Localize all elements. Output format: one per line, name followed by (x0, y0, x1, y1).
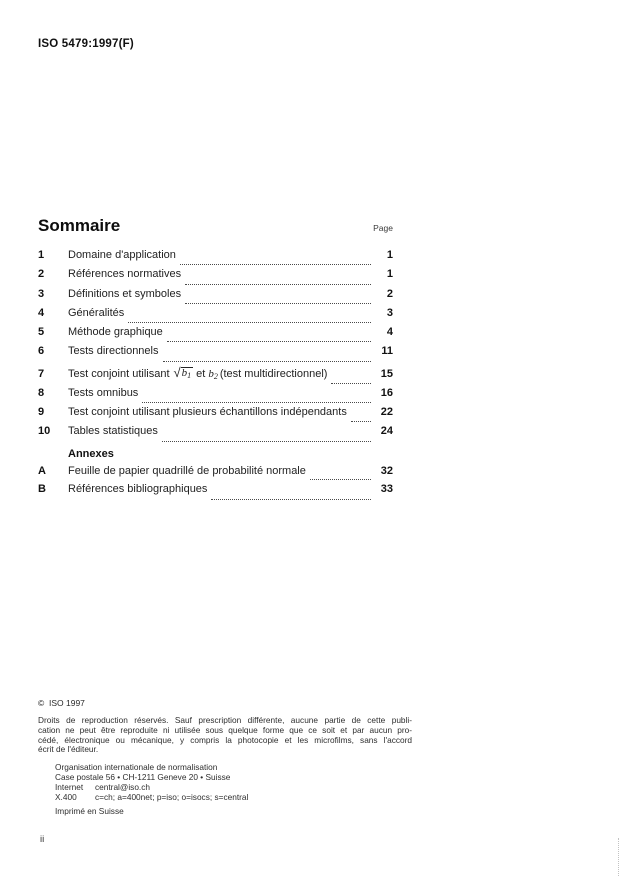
dot-leader (331, 383, 371, 384)
toc-entry-7 (38, 365, 393, 387)
toc-entry-number: A (38, 464, 46, 477)
rights-notice-line: cédé, électronique ou mécanique, y compris la photocopie et les microfilms, sans l'accord (38, 734, 412, 745)
toc-entry-title: Domaine d'application (68, 249, 176, 261)
toc-entry-3 (38, 288, 393, 307)
dot-leader (211, 499, 371, 500)
toc-entry-number: 1 (38, 249, 45, 261)
page-number: ii (40, 834, 45, 845)
toc-entry-title: Tests omnibus (68, 386, 139, 399)
toc-entry-title: Méthode graphique (68, 326, 163, 339)
printed-in: Imprimé en Suisse (55, 806, 124, 817)
toc-entry-number: 6 (38, 345, 45, 358)
toc-entry-number: 7 (38, 367, 45, 380)
dot-leader (310, 479, 371, 480)
toc-entry-page: 3 (386, 306, 393, 319)
b2-formula: b2 (208, 367, 218, 381)
dot-leader (142, 402, 371, 403)
toc-entry-title: Références bibliographiques (68, 483, 208, 496)
toc-entry-9 (38, 406, 393, 425)
toc-entry-number: 4 (38, 306, 45, 319)
dot-leader (185, 284, 371, 285)
toc-entry-page: 4 (386, 326, 393, 339)
sqrt-b1-formula: √ b1 (173, 364, 192, 380)
publisher-org: Organisation internationale de normalisation (55, 762, 218, 773)
publisher-address: Case postale 56 • CH-1211 Geneve 20 • Suisse (55, 772, 231, 783)
toc-entry-number: 8 (38, 386, 45, 399)
rights-notice-line: écrit de l'éditeur. (38, 744, 99, 755)
toc-entry-title-mid: et (196, 367, 206, 380)
x400-label: X.400 (55, 792, 77, 803)
copyright-notice: © ISO 1997 (38, 698, 85, 708)
dot-leader (128, 322, 371, 323)
rights-notice-line: cation ne peut être reproduite ni utilisée sous quelque forme que ce soit et par aucun pro- (38, 724, 412, 735)
dot-leader (163, 361, 372, 362)
toc-entry-2 (38, 268, 393, 287)
dot-leader (180, 264, 371, 265)
internet-label: Internet (55, 782, 84, 793)
table-of-contents (38, 216, 393, 503)
rights-notice-line: Droits de reproduction réservés. Sauf prescription différente, aucune partie de cette publi- (38, 715, 412, 725)
toc-entry-title-prefix: Test conjoint utilisant (68, 367, 170, 380)
toc-entry-page: 15 (380, 367, 393, 380)
toc-title: Sommaire (38, 216, 121, 235)
publisher-internet (55, 782, 412, 792)
toc-entry-title: Tests directionnels (68, 345, 159, 358)
dot-leader (351, 421, 371, 422)
toc-entry-4 (38, 307, 393, 326)
radical-sign: √ (173, 364, 181, 380)
page-column-label: Page (373, 223, 393, 233)
toc-entry-title: Feuille de papier quadrillé de probabilité normale (68, 464, 306, 477)
toc-header (38, 216, 393, 236)
rights-notice (38, 716, 412, 755)
toc-entry-number: 5 (38, 326, 45, 339)
toc-entry-number: 9 (38, 406, 45, 419)
publisher-block (55, 762, 412, 802)
toc-entry-title: Test conjoint utilisant plusieurs échantillons indépendants (68, 406, 347, 419)
toc-entry-title-suffix: (test multidirectionnel) (219, 367, 328, 380)
scan-artifact-line (618, 838, 619, 876)
toc-entry-6 (38, 345, 393, 364)
dot-leader (185, 303, 371, 304)
dot-leader (162, 441, 371, 442)
toc-annex-B (38, 483, 393, 502)
toc-entry-10 (38, 425, 393, 444)
toc-entry-page: 1 (386, 268, 393, 281)
publisher-x400 (55, 792, 412, 802)
copyright-footer (38, 698, 412, 816)
x400-address: c=ch; a=400net; p=iso; o=isocs; s=central (95, 792, 249, 803)
dot-leader (167, 341, 371, 342)
toc-entry-1 (38, 249, 393, 268)
toc-entry-title: Généralités (68, 306, 125, 319)
toc-entry-page: 1 (386, 249, 393, 261)
toc-entry-number: 3 (38, 287, 45, 300)
toc-annex-A (38, 464, 393, 483)
toc-entry-page: 2 (386, 287, 393, 300)
toc-entry-8 (38, 387, 393, 406)
toc-entry-page: 33 (380, 483, 393, 496)
annexes-heading: Annexes (68, 448, 114, 461)
toc-entry-title: Définitions et symboles (68, 287, 182, 300)
toc-entry-title: Tables statistiques (68, 425, 158, 438)
internet-email: central@iso.ch (95, 782, 150, 793)
toc-entry-number: 10 (38, 425, 51, 438)
toc-entry-number: 2 (38, 268, 45, 281)
toc-entry-page: 22 (380, 406, 393, 419)
toc-entry-page: 16 (380, 386, 393, 399)
toc-entry-page: 11 (381, 345, 393, 358)
toc-entry-number: B (38, 483, 46, 496)
toc-entry-page: 24 (380, 425, 393, 438)
toc-entry-title: Références normatives (68, 268, 182, 281)
toc-entry-page: 32 (380, 464, 393, 477)
document-reference: ISO 5479:1997(F) (38, 38, 134, 50)
toc-entry-5 (38, 326, 393, 345)
